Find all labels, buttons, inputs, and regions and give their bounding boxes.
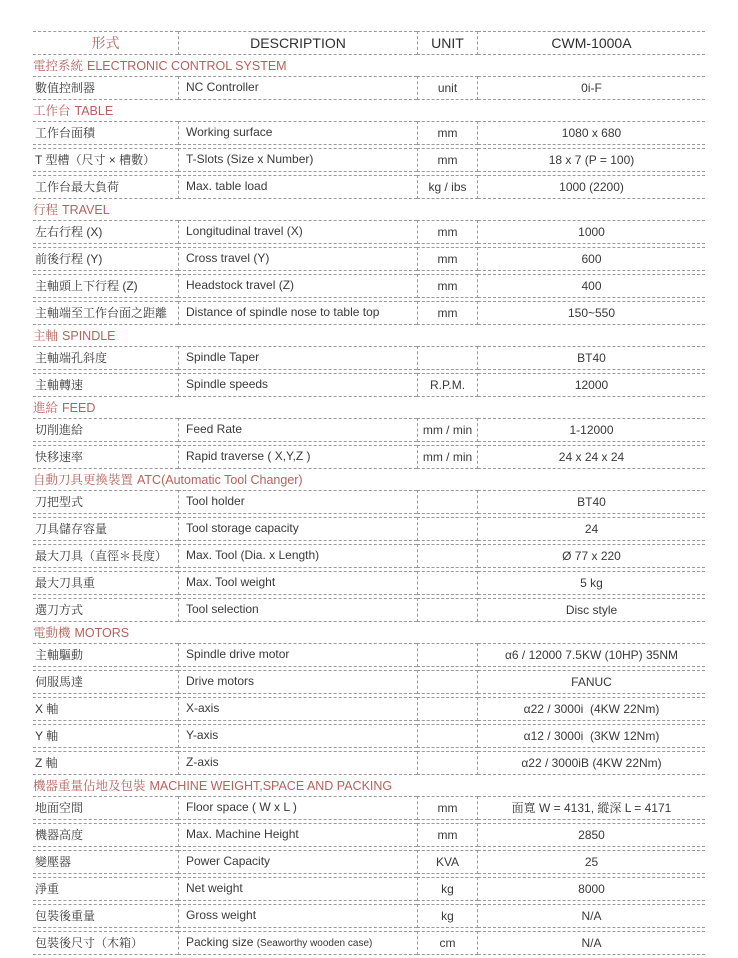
row-description: Z-axis — [186, 755, 219, 769]
table-row — [33, 697, 705, 721]
row-unit: mm — [417, 796, 478, 820]
table-row — [33, 643, 705, 667]
row-value: 400 — [478, 274, 705, 298]
spec-table-body — [33, 58, 705, 955]
row-unit — [417, 490, 478, 514]
section-title — [33, 58, 705, 73]
row-description: Drive motors — [186, 674, 255, 688]
row-description-cell — [178, 931, 417, 955]
row-description-cell — [178, 904, 417, 928]
row-description-cell — [178, 418, 417, 442]
table-row — [33, 373, 705, 397]
section-title — [33, 778, 705, 793]
row-label: 機器高度 — [33, 823, 178, 847]
row-description-cell — [178, 373, 417, 397]
row-label: 主軸轉速 — [33, 373, 178, 397]
row-description-cell — [178, 544, 417, 568]
section-header-row — [33, 202, 705, 217]
section-title-zh: 電控系統 — [33, 59, 84, 73]
row-unit: mm — [417, 148, 478, 172]
row-description-cell — [178, 598, 417, 622]
row-label: 主軸驅動 — [33, 643, 178, 667]
row-value: N/A — [478, 904, 705, 928]
section-title-zh: 主軸 — [33, 329, 59, 343]
row-unit: kg — [417, 904, 478, 928]
row-label: 快移速率 — [33, 445, 178, 469]
row-label: T 型槽（尺寸 × 槽數） — [33, 148, 178, 172]
row-unit — [417, 724, 478, 748]
row-label: 前後行程 (Y) — [33, 247, 178, 271]
row-description: Max. Machine Height — [186, 827, 299, 841]
row-unit: R.P.M. — [417, 373, 478, 397]
table-row — [33, 544, 705, 568]
row-value: N/A — [478, 931, 705, 955]
row-value: α22 / 3000i (4KW 22Nm) — [478, 697, 705, 721]
row-description-cell — [178, 274, 417, 298]
row-label: 最大刀具重 — [33, 571, 178, 595]
row-label: 主軸端孔斜度 — [33, 346, 178, 370]
row-description-cell — [178, 850, 417, 874]
row-value: 0i-F — [478, 76, 705, 100]
row-value: 24 x 24 x 24 — [478, 445, 705, 469]
section-header-row — [33, 58, 705, 73]
row-description: Gross weight — [186, 908, 257, 922]
row-value: 600 — [478, 247, 705, 271]
row-description-cell — [178, 643, 417, 667]
row-description: T-Slots (Size x Number) — [186, 152, 314, 166]
section-title-en: ATC(Automatic Tool Changer) — [137, 473, 303, 487]
row-description: Rapid traverse ( X,Y,Z ) — [186, 449, 311, 463]
row-value: BT40 — [478, 346, 705, 370]
row-value: BT40 — [478, 490, 705, 514]
section-title-en: ELECTRONIC CONTROL SYSTEM — [87, 59, 287, 73]
row-label: 主軸端至工作台面之距離 — [33, 301, 178, 325]
section-header-row — [33, 625, 705, 640]
row-description-cell — [178, 445, 417, 469]
table-row — [33, 751, 705, 775]
table-row — [33, 931, 705, 955]
table-row — [33, 76, 705, 100]
row-unit — [417, 751, 478, 775]
row-description-cell — [178, 796, 417, 820]
row-description-cell — [178, 823, 417, 847]
table-row — [33, 175, 705, 199]
row-description-cell — [178, 220, 417, 244]
section-title-en: MACHINE WEIGHT,SPACE AND PACKING — [149, 779, 393, 793]
section-title-en: FEED — [62, 401, 96, 415]
row-value: 2850 — [478, 823, 705, 847]
row-label: 選刀方式 — [33, 598, 178, 622]
row-unit: cm — [417, 931, 478, 955]
row-value: Ø 77 x 220 — [478, 544, 705, 568]
row-description-cell — [178, 76, 417, 100]
row-value: α6 / 12000 7.5KW (10HP) 35NM — [478, 643, 705, 667]
table-row — [33, 877, 705, 901]
table-row — [33, 571, 705, 595]
header-col-model: CWM-1000A — [478, 31, 705, 55]
table-row — [33, 220, 705, 244]
row-description: Feed Rate — [186, 422, 243, 436]
row-description-cell — [178, 175, 417, 199]
row-value: 18 x 7 (P = 100) — [478, 148, 705, 172]
row-value: α12 / 3000i (3KW 12Nm) — [478, 724, 705, 748]
section-title — [33, 400, 705, 415]
row-value: 面寬 W = 4131, 縱深 L = 4171 — [478, 796, 705, 820]
row-value: 1000 (2200) — [478, 175, 705, 199]
row-value: 12000 — [478, 373, 705, 397]
row-value: 1000 — [478, 220, 705, 244]
row-description-cell — [178, 724, 417, 748]
row-unit: mm — [417, 220, 478, 244]
row-value: 25 — [478, 850, 705, 874]
section-title-en: TRAVEL — [62, 203, 110, 217]
row-unit: mm — [417, 823, 478, 847]
table-row — [33, 670, 705, 694]
row-label: Z 軸 — [33, 751, 178, 775]
row-label: 地面空間 — [33, 796, 178, 820]
row-unit: unit — [417, 76, 478, 100]
row-label: 數值控制器 — [33, 76, 178, 100]
row-value: 1-12000 — [478, 418, 705, 442]
table-header-row — [33, 31, 705, 55]
section-title-en: MOTORS — [74, 626, 130, 640]
row-label: Y 軸 — [33, 724, 178, 748]
row-value: 8000 — [478, 877, 705, 901]
row-description: Longitudinal travel (X) — [186, 224, 303, 238]
row-label: 工作台面積 — [33, 121, 178, 145]
section-title-zh: 進給 — [33, 401, 59, 415]
table-row — [33, 724, 705, 748]
section-header-row — [33, 328, 705, 343]
row-description: Max. table load — [186, 179, 268, 193]
table-row — [33, 121, 705, 145]
row-description-cell — [178, 697, 417, 721]
row-description: Tool holder — [186, 494, 245, 508]
row-description-cell — [178, 670, 417, 694]
section-title — [33, 328, 705, 343]
row-description-cell — [178, 490, 417, 514]
table-row — [33, 445, 705, 469]
header-col-description: DESCRIPTION — [178, 31, 417, 55]
row-unit — [417, 670, 478, 694]
table-row — [33, 904, 705, 928]
row-description: Headstock travel (Z) — [186, 278, 295, 292]
section-title-zh: 行程 — [33, 203, 59, 217]
row-label: 包裝後重量 — [33, 904, 178, 928]
row-unit: mm — [417, 121, 478, 145]
row-label: 刀具儲存容量 — [33, 517, 178, 541]
section-title-zh: 自動刀具更換裝置 — [33, 473, 134, 487]
row-unit — [417, 571, 478, 595]
row-label: 主軸頭上下行程 (Z) — [33, 274, 178, 298]
section-header-row — [33, 472, 705, 487]
row-unit: mm — [417, 247, 478, 271]
table-row — [33, 346, 705, 370]
row-label: 包裝後尺寸（木箱） — [33, 931, 178, 955]
row-description-cell — [178, 517, 417, 541]
table-row — [33, 418, 705, 442]
section-header-row — [33, 103, 705, 118]
header-col-unit: UNIT — [417, 31, 478, 55]
row-unit: kg — [417, 877, 478, 901]
row-description: NC Controller — [186, 80, 259, 94]
row-description-cell — [178, 247, 417, 271]
row-label: X 軸 — [33, 697, 178, 721]
table-row — [33, 247, 705, 271]
row-unit — [417, 697, 478, 721]
table-row — [33, 517, 705, 541]
row-description: Working surface — [186, 125, 273, 139]
row-unit: mm — [417, 301, 478, 325]
row-description-cell — [178, 346, 417, 370]
row-value: 1080 x 680 — [478, 121, 705, 145]
section-title-zh: 工作台 — [33, 104, 71, 118]
row-unit — [417, 517, 478, 541]
row-description-cell — [178, 571, 417, 595]
row-value: 150~550 — [478, 301, 705, 325]
row-description-cell — [178, 121, 417, 145]
row-unit: mm / min — [417, 418, 478, 442]
row-description-note: (Seaworthy wooden case) — [256, 938, 373, 949]
row-label: 最大刀具（直徑＊長度） — [33, 544, 178, 568]
row-description: Distance of spindle nose to table top — [186, 305, 380, 319]
row-description: Net weight — [186, 881, 243, 895]
table-row — [33, 598, 705, 622]
machine-spec-table — [33, 28, 705, 958]
row-description: X-axis — [186, 701, 220, 715]
row-label: 工作台最大負荷 — [33, 175, 178, 199]
section-title-en: TABLE — [74, 104, 114, 118]
row-description: Power Capacity — [186, 854, 271, 868]
row-description: Max. Tool weight — [186, 575, 276, 589]
row-description: Cross travel (Y) — [186, 251, 270, 265]
row-value: 24 — [478, 517, 705, 541]
table-row — [33, 490, 705, 514]
row-label: 淨重 — [33, 877, 178, 901]
row-description-cell — [178, 751, 417, 775]
section-title — [33, 103, 705, 118]
table-row — [33, 823, 705, 847]
section-header-row — [33, 778, 705, 793]
row-unit: mm / min — [417, 445, 478, 469]
row-label: 左右行程 (X) — [33, 220, 178, 244]
row-description: Max. Tool (Dia. x Length) — [186, 548, 320, 562]
table-row — [33, 301, 705, 325]
section-title — [33, 625, 705, 640]
table-row — [33, 796, 705, 820]
row-unit: KVA — [417, 850, 478, 874]
section-title — [33, 472, 705, 487]
table-row — [33, 148, 705, 172]
row-description: Tool selection — [186, 602, 259, 616]
row-description: Packing size — [186, 935, 254, 949]
section-title-zh: 電動機 — [33, 626, 71, 640]
section-title-en: SPINDLE — [62, 329, 116, 343]
row-description-cell — [178, 301, 417, 325]
row-label: 變壓器 — [33, 850, 178, 874]
row-unit — [417, 598, 478, 622]
row-value: 5 kg — [478, 571, 705, 595]
row-value: Disc style — [478, 598, 705, 622]
section-title-zh: 機器重量佔地及包裝 — [33, 779, 146, 793]
row-description-cell — [178, 148, 417, 172]
section-header-row — [33, 400, 705, 415]
section-title — [33, 202, 705, 217]
row-label: 伺服馬達 — [33, 670, 178, 694]
row-unit: mm — [417, 274, 478, 298]
table-row — [33, 850, 705, 874]
row-unit — [417, 643, 478, 667]
row-description: Tool storage capacity — [186, 521, 299, 535]
row-description: Spindle speeds — [186, 377, 269, 391]
row-description: Floor space ( W x L ) — [186, 800, 297, 814]
row-value: FANUC — [478, 670, 705, 694]
row-description: Spindle drive motor — [186, 647, 290, 661]
row-value: α22 / 3000iB (4KW 22Nm) — [478, 751, 705, 775]
header-col-type: 形式 — [33, 31, 178, 55]
row-unit — [417, 346, 478, 370]
row-label: 刀把型式 — [33, 490, 178, 514]
row-description: Y-axis — [186, 728, 219, 742]
row-unit: kg / ibs — [417, 175, 478, 199]
row-unit — [417, 544, 478, 568]
row-description: Spindle Taper — [186, 350, 260, 364]
row-label: 切削進給 — [33, 418, 178, 442]
row-description-cell — [178, 877, 417, 901]
table-row — [33, 274, 705, 298]
